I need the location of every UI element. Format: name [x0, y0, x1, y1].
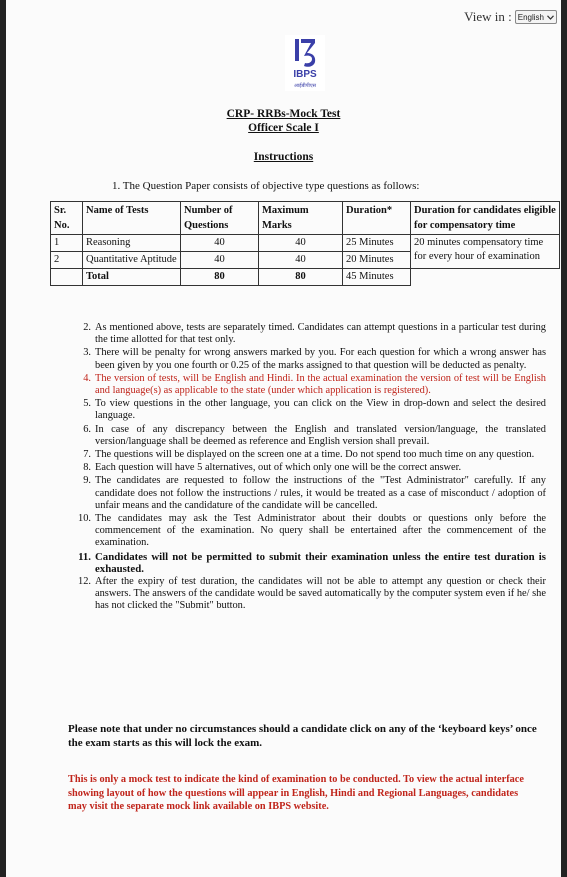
item-text: As mentioned above, tests are separately timed. Candidates can attempt questions in a particular test during the time allotted for that test only. [95, 322, 546, 346]
item-number: 5. [83, 398, 91, 410]
table-cell: Quantitative Aptitude [83, 252, 181, 269]
item-text: Each question will have 5 alternatives, out of which only one will be the correct answer. [95, 462, 462, 474]
table-cell: 45 Minutes [343, 269, 411, 286]
item-number: 4. [83, 372, 91, 384]
item-number: 11. [78, 550, 91, 563]
test-name: CRP- RRBs-Mock Test [226, 108, 341, 120]
item-text: The candidates are requested to follow the instructions of the "Test Administrator" carefully. If any candidate does not follow the instructions / rules, it would be treated as a case of misconduct / adoption of unfair means and the candidature of the candidate will be cancelled. [95, 475, 546, 511]
item-text: In case of any discrepancy between the English and translated version/language, the translated version/language shall be deemed as reference and English version shall prevail. [95, 423, 546, 447]
item-number: 10. [78, 513, 91, 525]
language-dropdown[interactable] [515, 10, 557, 24]
col-header: Duration* [343, 202, 411, 235]
table-header-row [51, 202, 560, 235]
ibps-logo [285, 35, 325, 91]
item-number: 9. [83, 475, 91, 487]
list-item [70, 424, 546, 448]
table-cell: Reasoning [83, 235, 181, 252]
list-item [70, 322, 546, 346]
list-item [70, 462, 546, 474]
keyboard-warning: Please note that under no circumstances should a candidate click on any of the ‘keyboard keys’ once the exam starts as this will lock the exam. [68, 723, 537, 749]
item-text: After the expiry of test duration, the candidates will not be able to attempt any question or check their answers. The answers of the candidate would be saved automatically by the computer system even if he/ she has not clicked the "Submit" button. [95, 576, 546, 612]
item-number: 12. [78, 576, 91, 588]
item-text: The questions will be displayed on the screen one at a time. Do not spend too much time on any question. [95, 449, 535, 461]
language-dropdown-value: English [517, 12, 544, 22]
table-cell: 25 Minutes [343, 235, 411, 252]
col-header: Duration for candidates eligible for compensatory time [411, 202, 560, 235]
table-row [51, 235, 560, 252]
item-number: 7. [83, 449, 91, 461]
col-header: Sr. No. [51, 202, 83, 235]
table-cell: 80 [259, 269, 343, 286]
table-cell: 20 Minutes [343, 252, 411, 269]
list-item [70, 398, 546, 422]
view-in-control [464, 9, 557, 25]
item-number: 6. [83, 423, 91, 435]
table-cell: 40 [259, 252, 343, 269]
table-cell: 80 [181, 269, 259, 286]
intro-line: 1. The Question Paper consists of objective type questions as follows: [112, 180, 420, 192]
col-header: Name of Tests [83, 202, 181, 235]
table-cell: 40 [181, 235, 259, 252]
instructions-list [70, 322, 546, 614]
svg-text:आईबीपीएस: आईबीपीएस [294, 83, 316, 89]
list-item [70, 347, 546, 371]
list-item [70, 551, 546, 575]
list-item [70, 576, 546, 613]
list-item [70, 513, 546, 550]
list-item [70, 475, 546, 512]
mock-test-note: This is only a mock test to indicate the kind of examination to be conducted. To view the actual interface showing layout of how the questions will appear in English, Hindi and Regional Languages, candidates may visit the separate mock link available on IBPS website. [68, 774, 524, 812]
instructions-page [6, 0, 561, 877]
table-cell [51, 269, 83, 286]
list-item [70, 449, 546, 461]
table-cell: 2 [51, 252, 83, 269]
instructions-title: Instructions [253, 151, 314, 163]
post-name: Officer Scale I [248, 122, 319, 134]
table-cell: 1 [51, 235, 83, 252]
item-number: 8. [83, 462, 91, 474]
item-text: There will be penalty for wrong answers marked by you. For each question for which a wrong answer has been given by you one fourth or 0.25 of the marks assigned to that question will be deducted as penalty. [95, 347, 546, 371]
item-number: 2. [83, 322, 91, 333]
item-text: Candidates will not be permitted to submit their examination unless the entire test duration is exhausted. [95, 550, 546, 575]
table-cell: 40 [181, 252, 259, 269]
table-cell: 40 [259, 235, 343, 252]
item-text: To view questions in the other language, you can click on the View in drop-down and select the desired language. [95, 398, 546, 422]
table-total-row [51, 269, 560, 286]
chevron-down-icon [547, 15, 554, 20]
item-text: The version of tests, will be English and Hindi. In the actual examination the version of test will be English and language(s) as applicable to the state (under which application is registered). [95, 372, 546, 397]
item-number: 3. [83, 347, 91, 359]
item-text: The candidates may ask the Test Administrator about their doubts or questions only before the commencement of the examination. No query shall be entertained after the commencement of the examination. [95, 513, 546, 549]
test-pattern-table [50, 201, 560, 286]
table-cell: Total [83, 269, 181, 286]
col-header: Maximum Marks [259, 202, 343, 235]
compensatory-cell: 20 minutes compensatory time for every hour of examination [411, 235, 560, 269]
view-in-label: View in : [464, 9, 512, 24]
list-item [70, 373, 546, 397]
svg-text:IBPS: IBPS [293, 69, 317, 80]
table-cell [411, 269, 560, 286]
col-header: Number of Questions [181, 202, 259, 235]
